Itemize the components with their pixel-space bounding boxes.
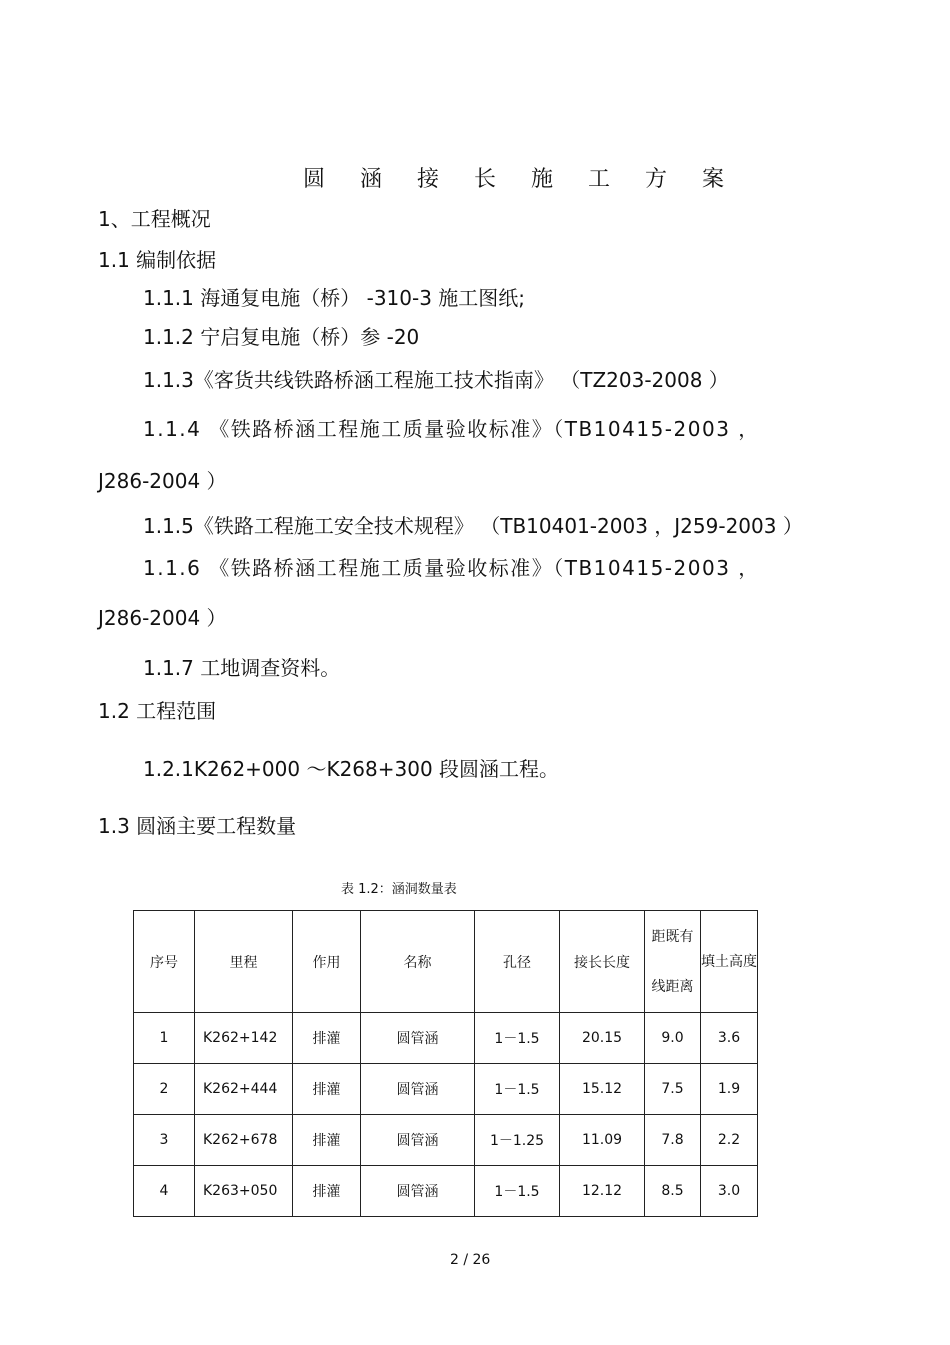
table-header-cell: 填土高度: [701, 911, 758, 1013]
table-cell: 圆管涵: [361, 1115, 475, 1166]
table-cell: 2: [134, 1064, 195, 1115]
table-header-cell: 接长长度: [560, 911, 645, 1013]
table-header-cell: 孔径: [475, 911, 560, 1013]
document-title: 圆 涵 接 长 施 工 方 案: [303, 167, 738, 192]
basis-item-1-1-3: 1.1.3《客货共线铁路桥涵工程施工技术指南》 （TZ203-2008 ）: [143, 368, 729, 392]
table-cell: 20.15: [560, 1013, 645, 1064]
table-cell: 9.0: [645, 1013, 701, 1064]
table-cell: 圆管涵: [361, 1013, 475, 1064]
table-cell: 8.5: [645, 1166, 701, 1217]
basis-item-1-1-4: 1.1.4 《铁路桥涵工程施工质量验收标准》（TB10415-2003 ，: [143, 417, 760, 441]
table-cell: 排灌: [293, 1115, 361, 1166]
basis-item-1-1-6-cont: J286-2004 ）: [98, 606, 227, 630]
table-cell: 1－1.5: [475, 1064, 560, 1115]
table-header-cell: 序号: [134, 911, 195, 1013]
table-cell: K262+142: [195, 1013, 293, 1064]
basis-item-1-1-1: 1.1.1 海通复电施（桥） -310-3 施工图纸;: [143, 286, 526, 310]
table-cell: 2.2: [701, 1115, 758, 1166]
table-cell: 圆管涵: [361, 1166, 475, 1217]
table-cell: 圆管涵: [361, 1064, 475, 1115]
section-heading-1-3: 1.3 圆涵主要工程数量: [98, 814, 297, 838]
table-cell: 3.0: [701, 1166, 758, 1217]
table-cell: 12.12: [560, 1166, 645, 1217]
table-row: [134, 1166, 758, 1217]
basis-item-1-1-7: 1.1.7 工地调查资料。: [143, 656, 341, 680]
table-header-cell: 作用: [293, 911, 361, 1013]
basis-item-1-1-5: 1.1.5《铁路工程施工安全技术规程》 （TB10401-2003 ，J259-2003 ）: [143, 514, 803, 538]
table-cell: 15.12: [560, 1064, 645, 1115]
table-header-row: [134, 911, 758, 1013]
table-cell: 1: [134, 1013, 195, 1064]
table-caption: 表 1.2：涵洞数量表: [341, 882, 457, 897]
basis-item-1-1-4-cont: J286-2004 ）: [98, 469, 227, 493]
table-cell: 7.5: [645, 1064, 701, 1115]
table-cell: K263+050: [195, 1166, 293, 1217]
section-heading-1-2: 1.2 工程范围: [98, 699, 217, 723]
table-cell: 11.09: [560, 1115, 645, 1166]
table-cell: 排灌: [293, 1166, 361, 1217]
basis-item-1-1-2: 1.1.2 宁启复电施（桥）参 -20: [143, 325, 420, 349]
table-header-cell: 距既有线距离: [645, 911, 701, 1013]
basis-item-1-1-6: 1.1.6 《铁路桥涵工程施工质量验收标准》（TB10415-2003 ，: [143, 556, 760, 580]
table-row: [134, 1115, 758, 1166]
section-heading-1-1: 1.1 编制依据: [98, 248, 217, 272]
table-cell: K262+444: [195, 1064, 293, 1115]
table-row: [134, 1064, 758, 1115]
table-cell: 3: [134, 1115, 195, 1166]
culvert-quantity-table: [133, 910, 758, 1217]
table-cell: 1－1.5: [475, 1166, 560, 1217]
table-cell: 1.9: [701, 1064, 758, 1115]
table-header-cell: 名称: [361, 911, 475, 1013]
table-row: [134, 1013, 758, 1064]
table-cell: 4: [134, 1166, 195, 1217]
table-cell: 1－1.5: [475, 1013, 560, 1064]
page-number: 2 / 26: [450, 1252, 491, 1268]
section-heading-1: 1、工程概况: [98, 207, 211, 231]
table-header-cell: 里程: [195, 911, 293, 1013]
table-cell: K262+678: [195, 1115, 293, 1166]
scope-item-1-2-1: 1.2.1K262+000 ～K268+300 段圆涵工程。: [143, 757, 560, 781]
table-cell: 1－1.25: [475, 1115, 560, 1166]
table-cell: 排灌: [293, 1013, 361, 1064]
table-cell: 排灌: [293, 1064, 361, 1115]
table-cell: 7.8: [645, 1115, 701, 1166]
table-cell: 3.6: [701, 1013, 758, 1064]
